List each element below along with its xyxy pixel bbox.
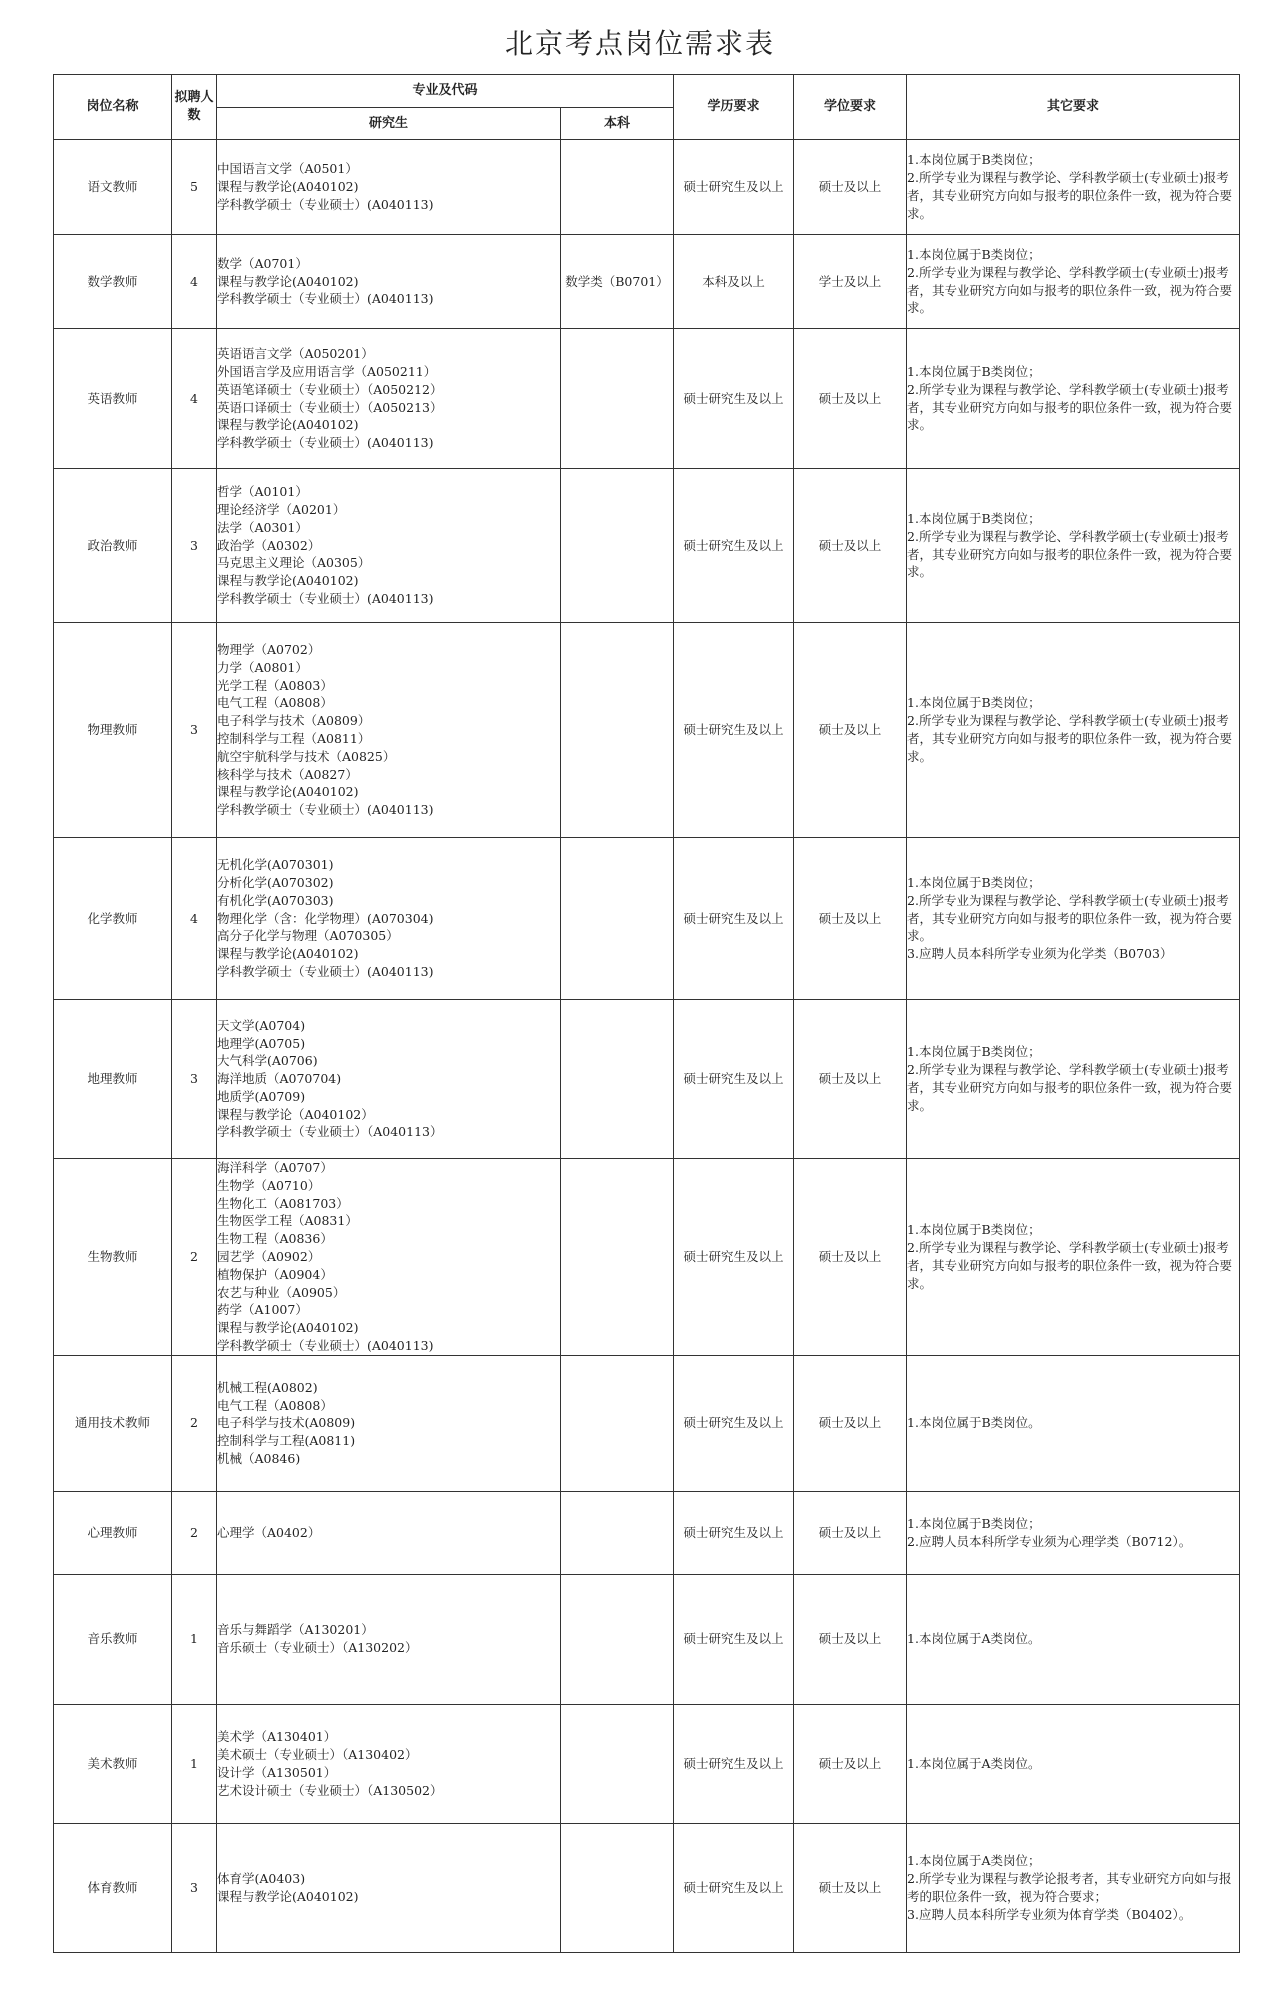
requirement-item: 1.本岗位属于B类岗位； xyxy=(907,1222,1041,1238)
education-requirement: 硕士研究生及以上 xyxy=(674,1159,794,1356)
header-degree: 学位要求 xyxy=(794,75,907,140)
major-item: 英语语言文学（A050201） xyxy=(217,346,374,362)
major-item: 电气工程（A0808） xyxy=(217,1397,333,1413)
header-undergrad: 本科 xyxy=(561,108,674,140)
major-item: 课程与教学论(A040102) xyxy=(217,179,359,195)
major-item: 英语口译硕士（专业硕士）（A050213） xyxy=(217,399,443,415)
requirement-item: 2.所学专业为课程与教学论、学科教学硕士(专业硕士)报考者，其专业研究方向如与报考的职位条件一致，视为符合要求。 xyxy=(907,1062,1233,1113)
education-requirement: 硕士研究生及以上 xyxy=(674,623,794,838)
requirement-item: 2.所学专业为课程与教学论、学科教学硕士(专业硕士)报考者，其专业研究方向如与报考的职位条件一致，视为符合要求。 xyxy=(907,170,1233,221)
position-name: 音乐教师 xyxy=(54,1574,172,1704)
position-name: 英语教师 xyxy=(54,329,172,469)
hire-count: 1 xyxy=(172,1704,217,1823)
graduate-majors xyxy=(217,1491,561,1574)
requirement-item: 3.应聘人员本科所学专业须为体育学类（B0402）。 xyxy=(907,1906,1192,1922)
requirement-item: 2.所学专业为课程与教学论、学科教学硕士(专业硕士)报考者，其专业研究方向如与报考的职位条件一致，视为符合要求。 xyxy=(907,1240,1233,1291)
major-item: 外国语言学及应用语言学（A050211） xyxy=(217,363,437,379)
table-row xyxy=(54,235,1240,329)
major-item: 控制科学与工程（A0811） xyxy=(217,731,371,746)
requirement-item: 2.所学专业为课程与教学论、学科教学硕士(专业硕士)报考者，其专业研究方向如与报考的职位条件一致，视为符合要求。 xyxy=(907,713,1233,764)
other-requirements xyxy=(907,1574,1240,1704)
degree-requirement: 硕士及以上 xyxy=(794,1823,907,1952)
major-item: 电子科学与技术(A0809) xyxy=(217,1415,356,1431)
major-item: 课程与教学论(A040102) xyxy=(217,1320,359,1336)
header-position: 岗位名称 xyxy=(54,75,172,140)
hire-count: 4 xyxy=(172,235,217,329)
major-item: 海洋科学（A0707） xyxy=(217,1160,333,1175)
table-row xyxy=(54,1704,1240,1823)
major-item: 大气科学(A0706) xyxy=(217,1053,318,1069)
graduate-majors xyxy=(217,235,561,329)
graduate-majors xyxy=(217,838,561,1000)
table-row xyxy=(54,1000,1240,1159)
hire-count: 3 xyxy=(172,1000,217,1159)
requirement-item: 1.本岗位属于B类岗位； xyxy=(907,695,1041,711)
other-requirements xyxy=(907,140,1240,235)
position-name: 美术教师 xyxy=(54,1704,172,1823)
position-name: 心理教师 xyxy=(54,1491,172,1574)
graduate-majors xyxy=(217,1823,561,1952)
major-item: 电气工程（A0808） xyxy=(217,695,333,711)
major-item: 核科学与技术（A0827） xyxy=(217,766,358,782)
major-item: 生物工程（A0836） xyxy=(217,1231,333,1247)
major-item: 学科教学硕士（专业硕士）(A040113) xyxy=(217,802,434,818)
header-major-group: 专业及代码 xyxy=(217,75,674,108)
table-header xyxy=(54,75,1240,140)
graduate-majors xyxy=(217,1000,561,1159)
requirement-item: 1.本岗位属于B类岗位； xyxy=(907,1044,1041,1060)
table-row xyxy=(54,1355,1240,1491)
position-name: 数学教师 xyxy=(54,235,172,329)
major-item: 控制科学与工程(A0811) xyxy=(217,1433,356,1449)
major-item: 生物化工（A081703） xyxy=(217,1195,349,1211)
degree-requirement: 硕士及以上 xyxy=(794,1574,907,1704)
requirement-item: 2.所学专业为课程与教学论、学科教学硕士(专业硕士)报考者，其专业研究方向如与报考的职位条件一致，视为符合要求。 xyxy=(907,528,1233,580)
major-item: 哲学（A0101） xyxy=(217,484,308,500)
education-requirement: 硕士研究生及以上 xyxy=(674,1000,794,1159)
position-name: 语文教师 xyxy=(54,140,172,235)
requirement-item: 2.所学专业为课程与教学论报考者，其专业研究方向如与报考的职位条件一致，视为符合要求； xyxy=(907,1870,1232,1904)
hire-count: 2 xyxy=(172,1159,217,1356)
page-title: 北京考点岗位需求表 xyxy=(504,27,775,60)
major-item: 课程与教学论(A040102) xyxy=(217,273,359,289)
major-item: 机械工程(A0802) xyxy=(217,1379,318,1395)
major-item: 心理学（A0402） xyxy=(217,1524,321,1540)
degree-requirement: 硕士及以上 xyxy=(794,838,907,1000)
undergrad-major: 数学类（B0701） xyxy=(561,235,674,329)
education-requirement: 硕士研究生及以上 xyxy=(674,1574,794,1704)
requirement-item: 2.所学专业为课程与教学论、学科教学硕士(专业硕士)报考者，其专业研究方向如与报考的职位条件一致，视为符合要求。 xyxy=(907,892,1233,944)
position-name: 体育教师 xyxy=(54,1823,172,1952)
major-item: 生物学（A0710） xyxy=(217,1177,321,1193)
hire-count: 5 xyxy=(172,140,217,235)
hire-count: 2 xyxy=(172,1491,217,1574)
undergrad-major xyxy=(561,469,674,623)
undergrad-major xyxy=(561,623,674,838)
major-item: 有机化学(A070303) xyxy=(217,892,334,908)
requirement-item: 1.本岗位属于A类岗位。 xyxy=(907,1631,1041,1647)
major-item: 学科教学硕士（专业硕士）(A040113) xyxy=(217,196,434,212)
education-requirement: 硕士研究生及以上 xyxy=(674,838,794,1000)
major-item: 生物医学工程（A0831） xyxy=(217,1213,358,1229)
undergrad-major xyxy=(561,1491,674,1574)
major-item: 课程与教学论(A040102) xyxy=(217,946,359,962)
undergrad-major xyxy=(561,329,674,469)
major-item: 地理学(A0705) xyxy=(217,1035,306,1051)
table-row xyxy=(54,1574,1240,1704)
major-item: 中国语言文学（A0501） xyxy=(217,161,358,177)
position-requirements-table xyxy=(53,74,1240,1953)
major-item: 学科教学硕士（专业硕士）(A040113) xyxy=(217,435,434,451)
major-item: 设计学（A130501） xyxy=(217,1764,337,1780)
other-requirements xyxy=(907,1000,1240,1159)
other-requirements xyxy=(907,1491,1240,1574)
table-row xyxy=(54,1491,1240,1574)
education-requirement: 本科及以上 xyxy=(674,235,794,329)
other-requirements xyxy=(907,1704,1240,1823)
undergrad-major xyxy=(561,1000,674,1159)
education-requirement: 硕士研究生及以上 xyxy=(674,469,794,623)
major-item: 体育学(A0403) xyxy=(217,1870,306,1886)
major-item: 海洋地质（A070704) xyxy=(217,1071,342,1087)
major-item: 力学（A0801） xyxy=(217,659,308,675)
major-item: 课程与教学论(A040102) xyxy=(217,573,359,589)
other-requirements xyxy=(907,1159,1240,1356)
major-item: 分析化学(A070302) xyxy=(217,875,334,890)
major-item: 数学（A0701） xyxy=(217,255,308,271)
other-requirements xyxy=(907,235,1240,329)
major-item: 物理化学（含：化学物理）(A070304) xyxy=(217,910,434,926)
major-item: 马克思主义理论（A0305） xyxy=(217,555,371,571)
education-requirement: 硕士研究生及以上 xyxy=(674,1491,794,1574)
education-requirement: 硕士研究生及以上 xyxy=(674,1704,794,1823)
major-item: 园艺学（A0902） xyxy=(217,1248,321,1264)
major-item: 课程与教学论（A040102） xyxy=(217,1106,374,1122)
table-row xyxy=(54,140,1240,235)
other-requirements xyxy=(907,1355,1240,1491)
requirement-item: 1.本岗位属于B类岗位； xyxy=(907,246,1041,262)
position-name: 通用技术教师 xyxy=(54,1355,172,1491)
table-row xyxy=(54,1823,1240,1952)
graduate-majors xyxy=(217,1159,561,1356)
graduate-majors xyxy=(217,1574,561,1704)
degree-requirement: 硕士及以上 xyxy=(794,1491,907,1574)
major-item: 美术学（A130401） xyxy=(217,1729,337,1745)
graduate-majors xyxy=(217,623,561,838)
major-item: 地质学(A0709) xyxy=(217,1088,306,1104)
degree-requirement: 硕士及以上 xyxy=(794,1355,907,1491)
major-item: 政治学（A0302） xyxy=(217,537,321,553)
major-item: 理论经济学（A0201） xyxy=(217,502,346,517)
major-item: 法学（A0301） xyxy=(217,519,308,535)
table-row xyxy=(54,469,1240,623)
major-item: 机械（A0846) xyxy=(217,1450,301,1466)
major-item: 药学（A1007） xyxy=(217,1302,308,1318)
other-requirements xyxy=(907,838,1240,1000)
graduate-majors xyxy=(217,1704,561,1823)
major-item: 音乐与舞蹈学（A130201） xyxy=(217,1622,374,1638)
requirement-item: 3.应聘人员本科所学专业须为化学类（B0703） xyxy=(907,946,1173,962)
hire-count: 2 xyxy=(172,1355,217,1491)
major-item: 天文学(A0704) xyxy=(217,1017,306,1033)
degree-requirement: 硕士及以上 xyxy=(794,1159,907,1356)
undergrad-major xyxy=(561,140,674,235)
major-item: 无机化学(A070301) xyxy=(217,857,334,873)
requirement-item: 1.本岗位属于B类岗位。 xyxy=(907,1415,1041,1431)
degree-requirement: 学士及以上 xyxy=(794,235,907,329)
requirement-item: 1.本岗位属于B类岗位； xyxy=(907,875,1041,890)
header-count: 拟聘人数 xyxy=(172,75,217,140)
degree-requirement: 硕士及以上 xyxy=(794,1704,907,1823)
degree-requirement: 硕士及以上 xyxy=(794,1000,907,1159)
requirement-item: 2.所学专业为课程与教学论、学科教学硕士(专业硕士)报考者，其专业研究方向如与报考的职位条件一致，视为符合要求。 xyxy=(907,264,1233,316)
major-item: 高分子化学与物理（A070305） xyxy=(217,928,399,944)
major-item: 电子科学与技术（A0809） xyxy=(217,713,371,729)
degree-requirement: 硕士及以上 xyxy=(794,329,907,469)
major-item: 艺术设计硕士（专业硕士）（A130502） xyxy=(217,1782,443,1798)
other-requirements xyxy=(907,1823,1240,1952)
requirement-item: 1.本岗位属于B类岗位； xyxy=(907,1515,1041,1531)
requirement-item: 1.本岗位属于B类岗位； xyxy=(907,152,1041,168)
graduate-majors xyxy=(217,329,561,469)
requirement-item: 1.本岗位属于A类岗位； xyxy=(907,1853,1041,1869)
requirement-item: 1.本岗位属于B类岗位； xyxy=(907,363,1041,379)
major-item: 课程与教学论(A040102) xyxy=(217,1888,359,1904)
hire-count: 3 xyxy=(172,1823,217,1952)
education-requirement: 硕士研究生及以上 xyxy=(674,140,794,235)
undergrad-major xyxy=(561,1355,674,1491)
table-row xyxy=(54,329,1240,469)
major-item: 学科教学硕士（专业硕士）(A040113) xyxy=(217,291,434,307)
undergrad-major xyxy=(561,1574,674,1704)
major-item: 学科教学硕士（专业硕士）(A040113) xyxy=(217,963,434,979)
table-row xyxy=(54,1159,1240,1356)
table-body xyxy=(54,140,1240,1953)
requirement-item: 1.本岗位属于A类岗位。 xyxy=(907,1755,1041,1771)
degree-requirement: 硕士及以上 xyxy=(794,469,907,623)
major-item: 音乐硕士（专业硕士）（A130202） xyxy=(217,1640,418,1656)
major-item: 课程与教学论(A040102) xyxy=(217,784,359,800)
undergrad-major xyxy=(561,1823,674,1952)
degree-requirement: 硕士及以上 xyxy=(794,140,907,235)
position-name: 生物教师 xyxy=(54,1159,172,1356)
major-item: 农艺与种业（A0905） xyxy=(217,1284,346,1300)
graduate-majors xyxy=(217,1355,561,1491)
table-row xyxy=(54,623,1240,838)
education-requirement: 硕士研究生及以上 xyxy=(674,329,794,469)
major-item: 课程与教学论(A040102) xyxy=(217,417,359,433)
undergrad-major xyxy=(561,1159,674,1356)
hire-count: 4 xyxy=(172,838,217,1000)
hire-count: 3 xyxy=(172,623,217,838)
position-name: 化学教师 xyxy=(54,838,172,1000)
undergrad-major xyxy=(561,838,674,1000)
requirement-item: 2.应聘人员本科所学专业须为心理学类（B0712）。 xyxy=(907,1533,1192,1549)
graduate-majors xyxy=(217,469,561,623)
other-requirements xyxy=(907,329,1240,469)
other-requirements xyxy=(907,469,1240,623)
major-item: 航空宇航科学与技术（A0825） xyxy=(217,748,396,764)
requirement-item: 2.所学专业为课程与教学论、学科教学硕士(专业硕士)报考者，其专业研究方向如与报考的职位条件一致，视为符合要求。 xyxy=(907,381,1233,433)
major-item: 学科教学硕士（专业硕士）（A040113） xyxy=(217,1124,443,1140)
other-requirements xyxy=(907,623,1240,838)
degree-requirement: 硕士及以上 xyxy=(794,623,907,838)
header-other: 其它要求 xyxy=(907,75,1240,140)
major-item: 学科教学硕士（专业硕士）(A040113) xyxy=(217,590,434,606)
graduate-majors xyxy=(217,140,561,235)
position-name: 政治教师 xyxy=(54,469,172,623)
position-name: 地理教师 xyxy=(54,1000,172,1159)
education-requirement: 硕士研究生及以上 xyxy=(674,1823,794,1952)
header-education: 学历要求 xyxy=(674,75,794,140)
major-item: 美术硕士（专业硕士）（A130402） xyxy=(217,1746,418,1762)
hire-count: 3 xyxy=(172,469,217,623)
major-item: 植物保护（A0904） xyxy=(217,1266,333,1282)
major-item: 学科教学硕士（专业硕士）(A040113) xyxy=(217,1337,434,1353)
hire-count: 4 xyxy=(172,329,217,469)
undergrad-major xyxy=(561,1704,674,1823)
major-item: 英语笔译硕士（专业硕士）（A050212） xyxy=(217,381,443,397)
requirement-item: 1.本岗位属于B类岗位； xyxy=(907,510,1041,526)
major-item: 物理学（A0702） xyxy=(217,642,321,658)
education-requirement: 硕士研究生及以上 xyxy=(674,1355,794,1491)
major-item: 光学工程（A0803） xyxy=(217,677,333,693)
header-graduate: 研究生 xyxy=(217,108,561,140)
position-name: 物理教师 xyxy=(54,623,172,838)
hire-count: 1 xyxy=(172,1574,217,1704)
table-row xyxy=(54,838,1240,1000)
